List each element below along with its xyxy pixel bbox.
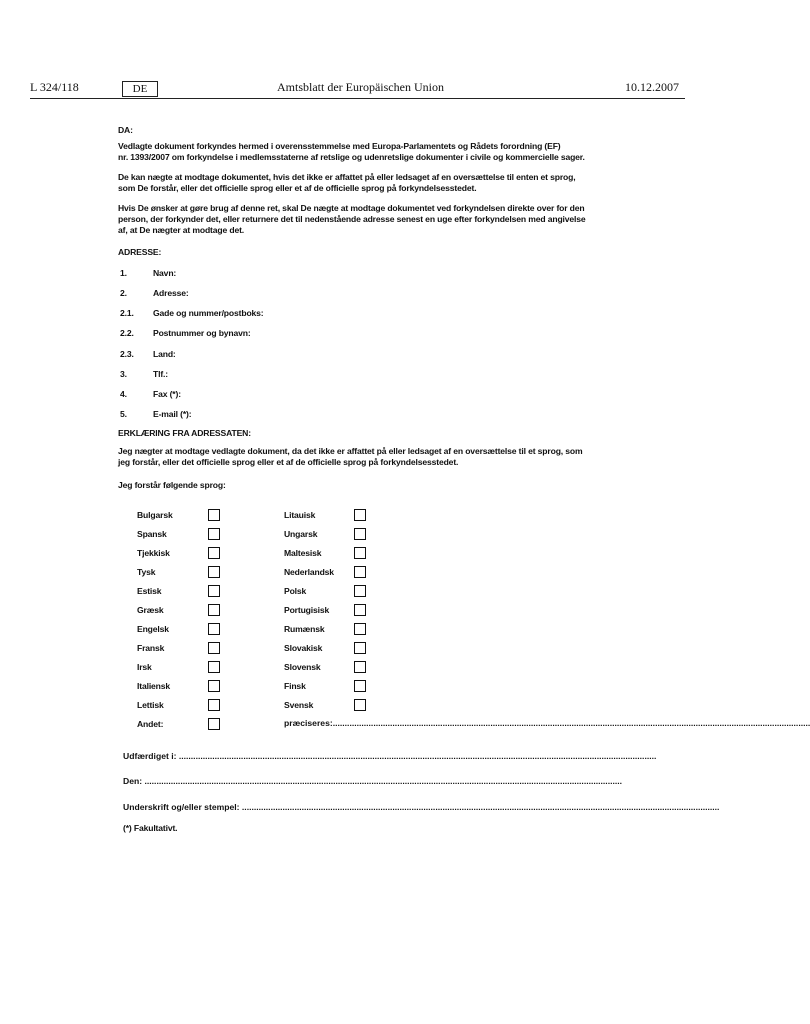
- field-executed-at[interactable]: [123, 751, 657, 761]
- journal-title: Amtsblatt der Europäischen Union: [277, 80, 444, 94]
- address-field-address: Adresse:: [153, 288, 189, 298]
- checkbox-finsk[interactable]: [354, 680, 366, 692]
- language-label: Finsk: [284, 681, 306, 691]
- checkbox-polsk[interactable]: [354, 585, 366, 597]
- language-label: Italiensk: [137, 681, 171, 691]
- salutation: DA:: [118, 125, 133, 135]
- paragraph-regulation: [118, 141, 623, 163]
- language-label: Nederlandsk: [284, 567, 334, 577]
- language-label: Engelsk: [137, 624, 169, 634]
- dotted-line: ........................................................................................................................................................................................................: [332, 718, 810, 728]
- checkbox-slovensk[interactable]: [354, 661, 366, 673]
- dotted-line: ........................................................................................................................................................................................................: [144, 776, 623, 786]
- footnote: (*) Fakultativt.: [123, 823, 178, 833]
- language-label: Rumænsk: [284, 624, 325, 634]
- checkbox-engelsk[interactable]: [208, 623, 220, 635]
- address-field-name: Navn:: [153, 268, 177, 278]
- declaration-line: jeg forstår, eller det officielle sprog eller et af de officielle sprog på forkyndelsesstedet.: [118, 457, 459, 467]
- language-label: Lettisk: [137, 700, 164, 710]
- language-label: Græsk: [137, 605, 164, 615]
- address-field-phone: Tlf.:: [153, 369, 168, 379]
- language-label: Polsk: [284, 586, 307, 596]
- language-label: Irsk: [137, 662, 152, 672]
- paragraph-refusal-right: [118, 172, 623, 194]
- language-label: Tysk: [137, 567, 156, 577]
- checkbox-lettisk[interactable]: [208, 699, 220, 711]
- language-label: Estisk: [137, 586, 162, 596]
- language-label: Portugisisk: [284, 605, 330, 615]
- paragraph-line: Hvis De ønsker at gøre brug af denne ret, skal De nægte at modtage dokumentet ved forkyndelsen direkte over for den: [118, 203, 585, 213]
- language-label: Maltesisk: [284, 548, 322, 558]
- field-signature[interactable]: [123, 802, 720, 812]
- checkbox-andet[interactable]: [208, 718, 220, 730]
- checkbox-rumaensk[interactable]: [354, 623, 366, 635]
- address-field-number: 2.: [120, 288, 127, 298]
- address-field-email: E-mail (*):: [153, 409, 192, 419]
- checkbox-bulgarsk[interactable]: [208, 509, 220, 521]
- address-field-number: 3.: [120, 369, 127, 379]
- address-field-country: Land:: [153, 349, 176, 359]
- checkbox-nederlandsk[interactable]: [354, 566, 366, 578]
- address-field-number: 2.2.: [120, 328, 134, 338]
- checkbox-fransk[interactable]: [208, 642, 220, 654]
- address-field-street: Gade og nummer/postboks:: [153, 308, 264, 318]
- checkbox-spansk[interactable]: [208, 528, 220, 540]
- declaration-line: Jeg nægter at modtage vedlagte dokument, da det ikke er affattet på eller ledsaget af en oversættelse til et sprog, som: [118, 446, 583, 456]
- language-label: Tjekkisk: [137, 548, 170, 558]
- page-reference: L 324/118: [30, 80, 79, 94]
- language-label: Slovakisk: [284, 643, 323, 653]
- languages-intro: Jeg forstår følgende sprog:: [118, 480, 226, 490]
- checkbox-italiensk[interactable]: [208, 680, 220, 692]
- language-label: Bulgarsk: [137, 510, 173, 520]
- checkbox-irsk[interactable]: [208, 661, 220, 673]
- language-label: Litauisk: [284, 510, 316, 520]
- checkbox-portugisisk[interactable]: [354, 604, 366, 616]
- paragraph-line: De kan nægte at modtage dokumentet, hvis det ikke er affattet på eller ledsaget af en oversættelse til enten et sprog,: [118, 172, 576, 182]
- address-field-number: 4.: [120, 389, 127, 399]
- address-field-number: 1.: [120, 268, 127, 278]
- declaration-heading: ERKLÆRING FRA ADRESSATEN:: [118, 428, 251, 438]
- language-label: Fransk: [137, 643, 165, 653]
- checkbox-graesk[interactable]: [208, 604, 220, 616]
- checkbox-litauisk[interactable]: [354, 509, 366, 521]
- publication-date: 10.12.2007: [625, 80, 679, 94]
- field-label: Udfærdiget i:: [123, 751, 177, 761]
- language-label: Ungarsk: [284, 529, 318, 539]
- checkbox-ungarsk[interactable]: [354, 528, 366, 540]
- dotted-line: ........................................................................................................................................................................................................: [178, 751, 657, 761]
- language-badge: DE: [122, 81, 158, 97]
- language-label: Spansk: [137, 529, 167, 539]
- address-field-number: 2.3.: [120, 349, 134, 359]
- language-label: Svensk: [284, 700, 314, 710]
- address-heading: ADRESSE:: [118, 247, 162, 257]
- language-label: Slovensk: [284, 662, 321, 672]
- checkbox-tysk[interactable]: [208, 566, 220, 578]
- dotted-line: ........................................................................................................................................................................................................: [241, 802, 720, 812]
- address-field-fax: Fax (*):: [153, 389, 181, 399]
- checkbox-estisk[interactable]: [208, 585, 220, 597]
- checkbox-tjekkisk[interactable]: [208, 547, 220, 559]
- specify-label: præciseres:: [284, 718, 333, 728]
- declaration-text: [118, 446, 623, 468]
- specify-field[interactable]: [284, 718, 810, 728]
- paragraph-line: Vedlagte dokument forkyndes hermed i overensstemmelse med Europa-Parlamentets og Rådets forordning (EF): [118, 141, 561, 151]
- address-field-number: 5.: [120, 409, 127, 419]
- paragraph-line: nr. 1393/2007 om forkyndelse i medlemsstaterne af retslige og udenretslige dokumenter i civile og kommercielle sager.: [118, 152, 585, 162]
- checkbox-slovakisk[interactable]: [354, 642, 366, 654]
- language-label: Andet:: [137, 719, 164, 729]
- checkbox-maltesisk[interactable]: [354, 547, 366, 559]
- field-date[interactable]: [123, 776, 623, 786]
- checkbox-svensk[interactable]: [354, 699, 366, 711]
- field-label: Den:: [123, 776, 143, 786]
- paragraph-line: som De forstår, eller det officielle sprog eller et af de officielle sprog på forkyndelsesstedet.: [118, 183, 477, 193]
- paragraph-line: af, at De nægter at modtage det.: [118, 225, 245, 235]
- paragraph-refusal-procedure: [118, 203, 623, 236]
- address-field-number: 2.1.: [120, 308, 134, 318]
- field-label: Underskrift og/eller stempel:: [123, 802, 240, 812]
- header-rule: [30, 98, 685, 99]
- paragraph-line: person, der forkynder det, eller returnere det til nedenstående adresse senest en uge efter forkyndelsen med angivelse: [118, 214, 586, 224]
- address-field-postcode: Postnummer og bynavn:: [153, 328, 251, 338]
